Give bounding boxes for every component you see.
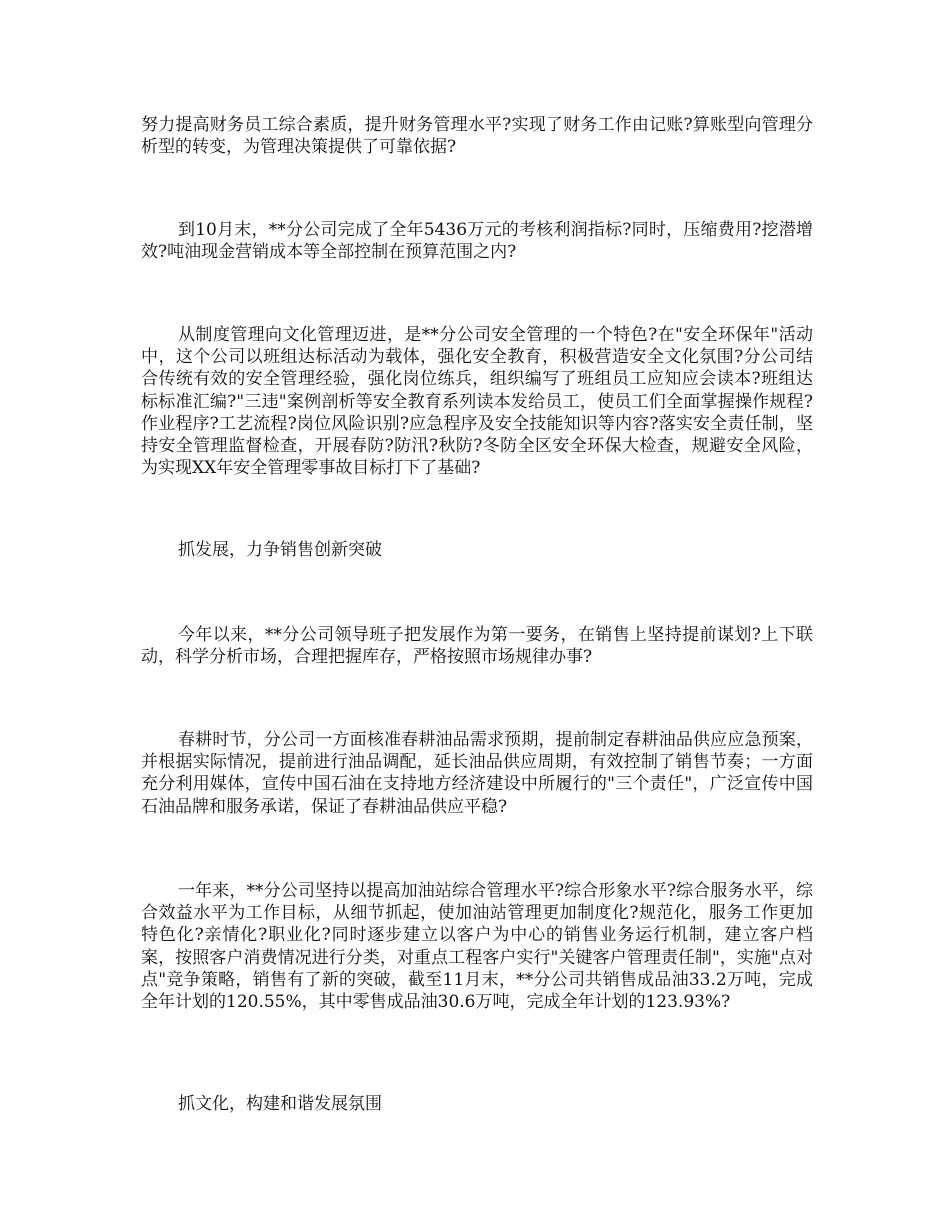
paragraph-annual-sales: 一年来，**分公司坚持以提高加油站综合管理水平?综合形象水平?综合服务水平，综合效益水平为工作目标，从细节抓起，使加油站管理更加制度化?规范化，服务工作更加特色化?亲情化?职业化?同时逐步建立以客户为中心的销售业务运行机制，建立客户档案，按照客户消费情况进行分类，对重点工程客户实行"关键客户管理责任制"，实施"点对点"竞争策略，销售有了新的突破，截至11月末，**分公司共销售成品油33.2万吨，完成全年计划的120.55%，其中零售成品油30.6万吨，完成全年计划的123.93%? (141, 881, 813, 1013)
paragraph-leadership-sales: 今年以来，**分公司领导班子把发展作为第一要务，在销售上坚持提前谋划?上下联动，科学分析市场，合理把握库存，严格按照市场规律办事? (141, 625, 813, 668)
paragraph-profit-target: 到10月末，**分公司完成了全年5436万元的考核利润指标?同时，压缩费用?挖潜增效?吨油现金营销成本等全部控制在预算范围之内? (141, 220, 813, 263)
section-heading-development: 抓发展，力争销售创新突破 (178, 540, 382, 560)
paragraph-spring-plowing: 春耕时节，分公司一方面核准春耕油品需求预期，提前制定春耕油品供应应急预案，并根据实际情况，提前进行油品调配，延长油品供应周期，有效控制了销售节奏；一方面充分利用媒体，宣传中国石油在支持地方经济建设中所履行的"三个责任"，广泛宣传中国石油品牌和服务承诺，保证了春耕油品供应平稳? (141, 730, 813, 817)
section-heading-culture: 抓文化，构建和谐发展氛围 (178, 1094, 382, 1114)
paragraph-safety-culture: 从制度管理向文化管理迈进，是**分公司安全管理的一个特色?在"安全环保年"活动中，这个公司以班组达标活动为载体，强化安全教育，积极营造安全文化氛围?分公司结合传统有效的安全管理经验，强化岗位练兵，组织编写了班组员工应知应会读本?班组达标标准汇编?"三违"案例剖析等安全教育系列读本发给员工，使员工们全面掌握操作规程?作业程序?工艺流程?岗位风险识别?应急程序及安全技能知识等内容?落实安全责任制，坚持安全管理监督检查，开展春防?防汛?秋防?冬防全区安全环保大检查，规避安全风险，为实现XX年安全管理零事故目标打下了基础? (141, 325, 813, 479)
paragraph-finance-quality: 努力提高财务员工综合素质，提升财务管理水平?实现了财务工作由记账?算账型向管理分析型的转变，为管理决策提供了可靠依据? (141, 115, 813, 158)
